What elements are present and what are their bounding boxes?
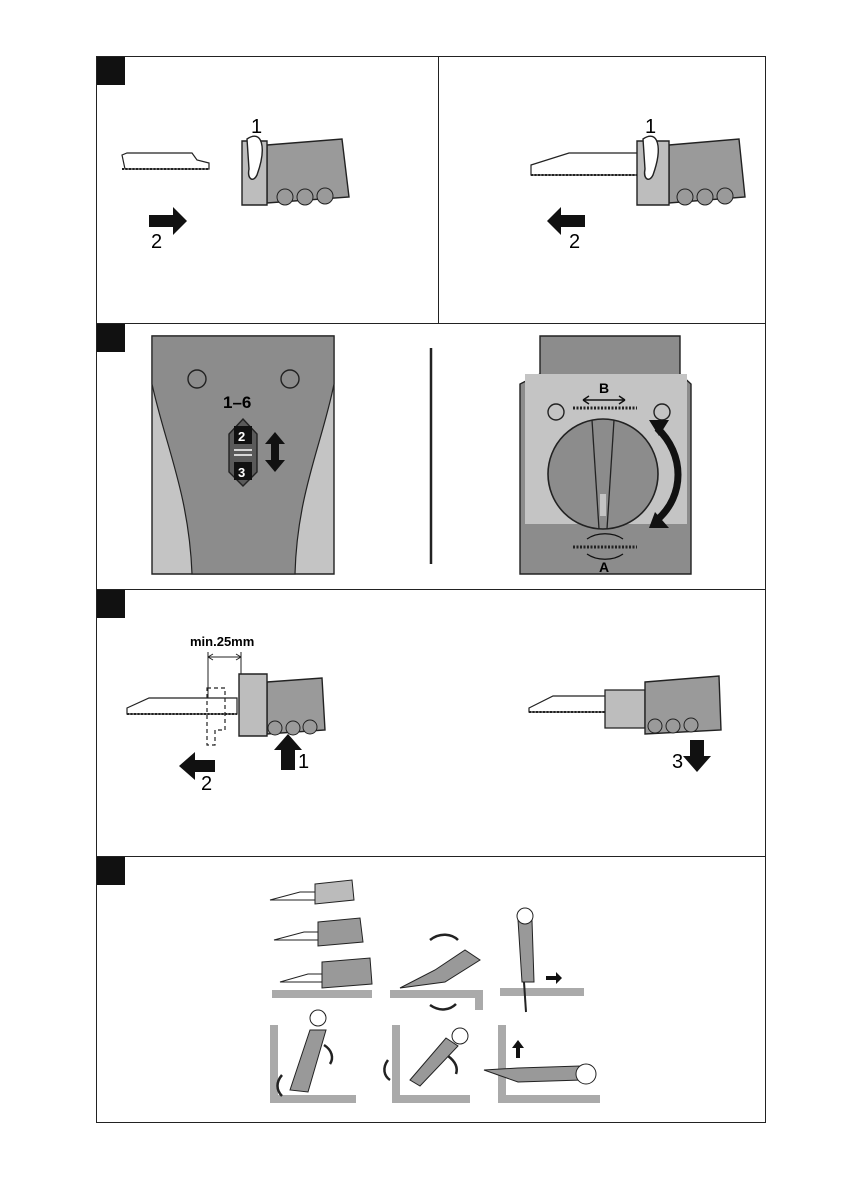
saw-position-horizontal — [270, 880, 372, 998]
figure-1-left-insert-blade — [97, 57, 438, 323]
wheel-digit-top: 2 — [238, 429, 246, 444]
stroke-range-label: 1–6 — [223, 393, 252, 412]
saw-body-illustration — [242, 136, 349, 205]
pendulum-label-a: A — [599, 559, 610, 575]
callout-2: 2 — [201, 773, 213, 795]
saw-blade-illustration — [122, 153, 209, 169]
saw-blade-illustration — [531, 153, 639, 175]
callout-2: 2 — [151, 231, 163, 253]
figure-2-stroke-and-pendulum — [97, 324, 766, 589]
callout-1: 1 — [251, 116, 263, 138]
figure-4-working-positions — [260, 870, 610, 1120]
section-4-marker — [97, 857, 125, 885]
figure-3-blade-release — [97, 590, 766, 856]
saw-body-illustration — [637, 136, 745, 205]
section-divider — [96, 856, 766, 857]
callout-2: 2 — [569, 231, 581, 253]
arrow-down-icon — [683, 740, 711, 772]
dimension-arrow-icon — [208, 654, 241, 660]
wheel-digit-bottom: 3 — [238, 465, 246, 480]
callout-1: 1 — [298, 751, 310, 773]
saw-position-corner-middle — [384, 1025, 470, 1103]
callout-3: 3 — [672, 751, 684, 773]
pendulum-label-b: B — [599, 380, 610, 396]
saw-position-corner-left — [270, 1010, 356, 1103]
saw-position-angled — [390, 935, 483, 1010]
saw-left-illustration — [127, 674, 325, 745]
min-clearance-label: min.25mm — [190, 634, 255, 649]
saw-right-illustration — [529, 676, 721, 734]
speed-selector-housing — [152, 336, 334, 574]
saw-position-flush — [484, 1025, 600, 1103]
callout-1: 1 — [645, 116, 657, 138]
pendulum-selector-housing — [520, 336, 691, 574]
saw-position-plunge — [500, 908, 584, 1012]
figure-1-right-remove-blade — [439, 57, 766, 323]
